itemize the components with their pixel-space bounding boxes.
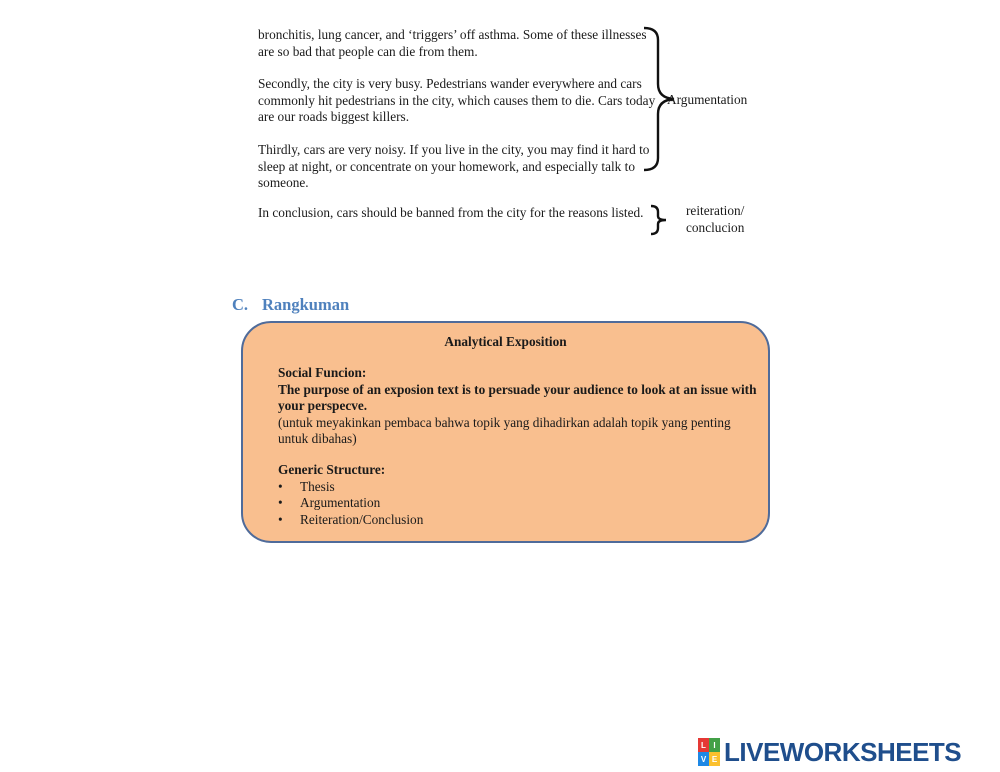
summary-box	[241, 321, 770, 543]
reiteration-label	[686, 203, 744, 236]
argumentation-label: Argumentation	[667, 92, 748, 107]
generic-structure-list	[278, 479, 758, 529]
logo-mark-i: I	[709, 738, 720, 752]
summary-box-title: Analytical Exposition	[444, 334, 567, 349]
reiteration-brace	[649, 204, 673, 236]
paragraph-conclusion: In conclusion, cars should be banned from the city for the reasons listed.	[258, 205, 644, 220]
logo-mark-icon	[698, 738, 720, 766]
reiteration-label-line1: reiteration/	[686, 203, 745, 218]
paragraph-noise: Thirdly, cars are very noisy. If you live in the city, you may find it hard to sleep at night, or concentrate on your homework, and especially talk to someone.	[258, 142, 650, 191]
paragraph-health: bronchitis, lung cancer, and ‘triggers’ off asthma. Some of these illnesses are so bad that people can die from them.	[258, 27, 647, 59]
section-title: Rangkuman	[262, 295, 350, 314]
generic-structure-heading: Generic Structure:	[278, 461, 386, 477]
section-heading	[232, 295, 349, 315]
logo-mark-v: V	[698, 752, 709, 766]
logo-text: LIVEWORKSHEETS	[724, 736, 962, 767]
summary-box-content	[278, 365, 758, 528]
paragraph-busy-city: Secondly, the city is very busy. Pedestrians wander everywhere and cars commonly hit pedestrians in the city, which causes them to die. Cars today are our roads biggest killers.	[258, 76, 656, 125]
structure-item-reiteration: • Reiteration/Conclusion	[278, 512, 758, 529]
logo-mark-l: L	[698, 738, 709, 752]
structure-item-argumentation: • Argumentation	[278, 495, 758, 512]
social-function-text: The purpose of an exposion text is to persuade your audience to look at an issue with your perspecve.	[278, 381, 757, 414]
section-number: C.	[232, 295, 249, 314]
logo-mark-e: E	[709, 752, 720, 766]
liveworksheets-logo[interactable]	[698, 736, 961, 768]
structure-item-thesis: • Thesis	[278, 479, 758, 496]
social-function-translation: (untuk meyakinkan pembaca bahwa topik yang dihadirkan adalah topik yang penting untuk dibahas)	[278, 414, 731, 447]
reiteration-label-line2: conclucion	[686, 219, 745, 235]
social-function-heading: Social Funcion:	[278, 365, 367, 380]
